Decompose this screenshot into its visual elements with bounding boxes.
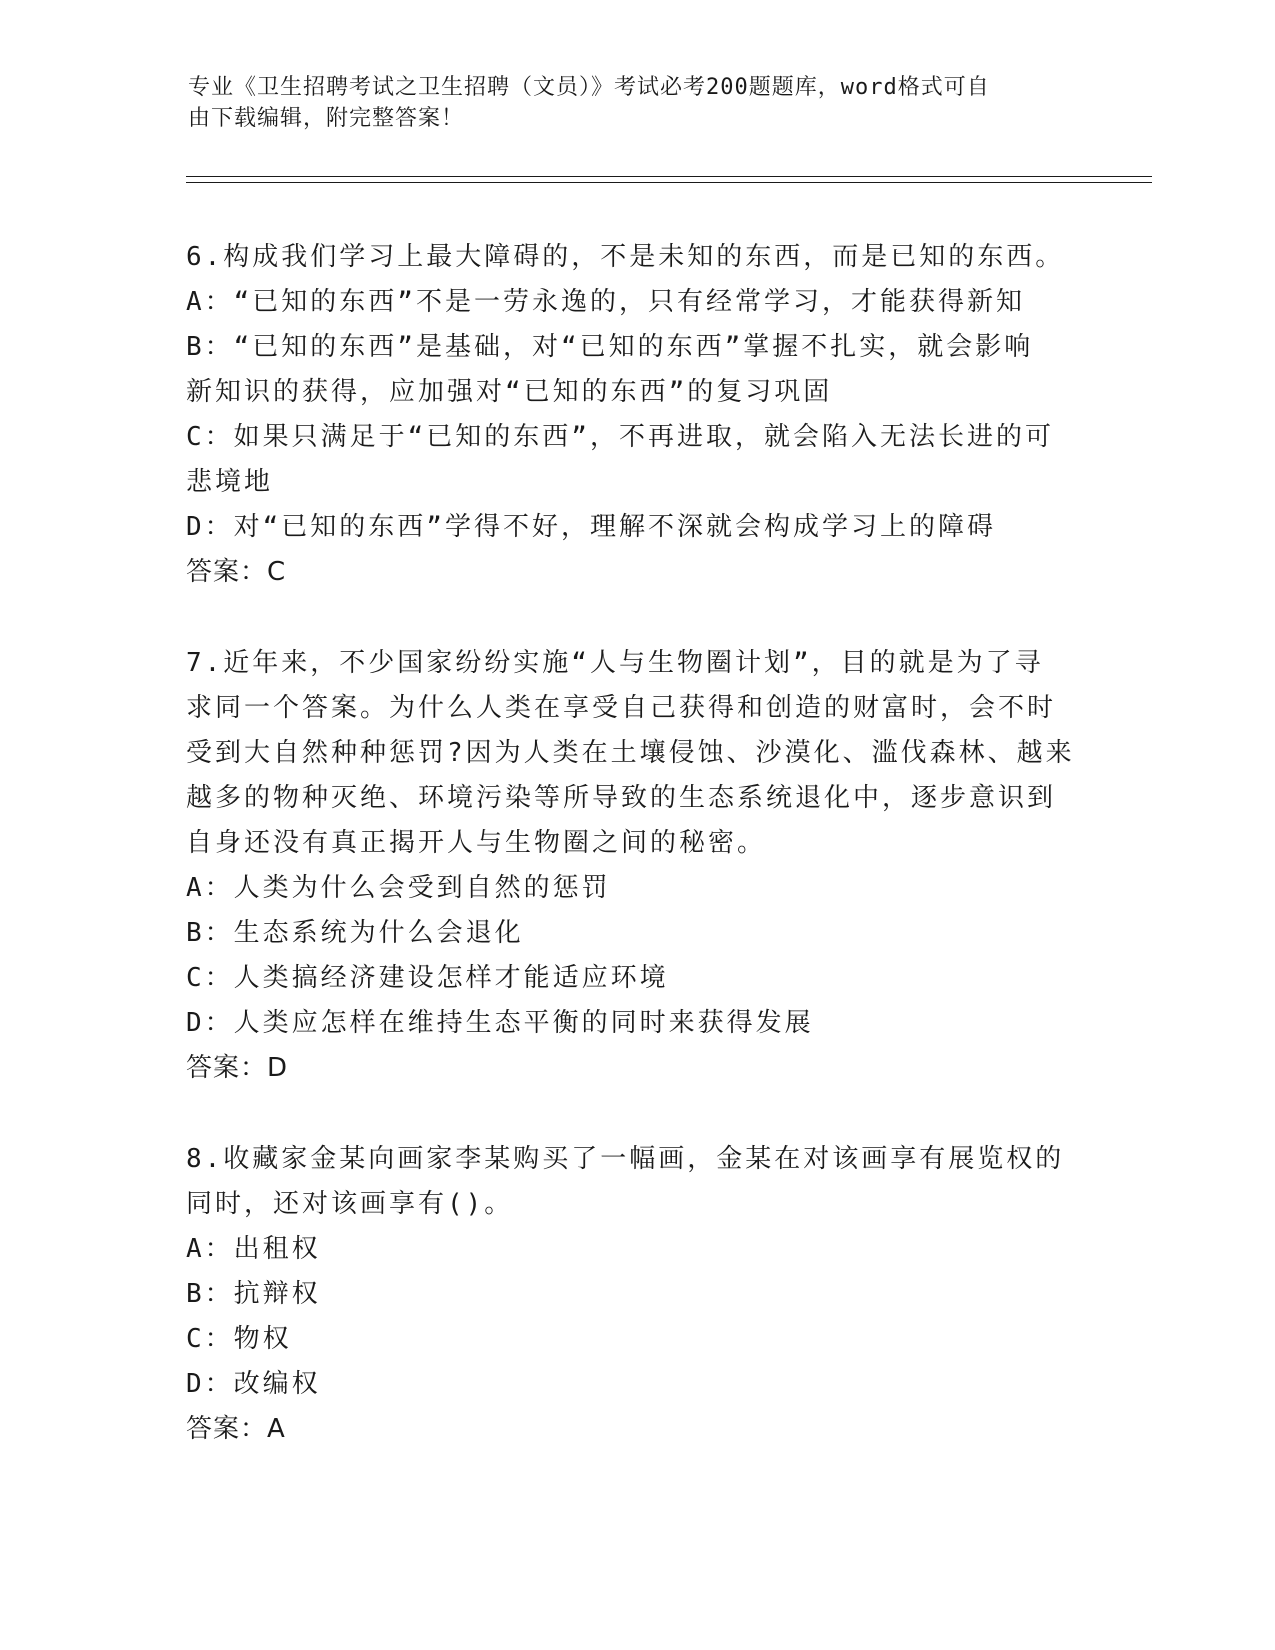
question-6-answer: 答案：C [186,557,287,587]
header-line-1: 专业《卫生招聘考试之卫生招聘（文员）》考试必考200题题库，word格式可自 [188,75,990,100]
question-7-option-d: D：人类应怎样在维持生态平衡的同时来获得发展 [186,1008,814,1038]
question-7-stem-cont-2: 受到大自然种种惩罚?因为人类在土壤侵蚀、沙漠化、滥伐森林、越来 [186,738,1075,768]
question-6-option-b-cont: 新知识的获得，应加强对“已知的东西”的复习巩固 [186,377,833,407]
question-8-option-d: D：改编权 [186,1369,321,1399]
question-8 [186,1137,1086,1452]
question-6-stem: 6.构成我们学习上最大障碍的，不是未知的东西，而是已知的东西。 [186,242,1065,272]
question-8-stem: 8.收藏家金某向画家李某购买了一幅画，金某在对该画享有展览权的 [186,1144,1065,1174]
document-header [188,72,1068,134]
header-divider [186,176,1152,183]
question-7-option-c: C：人类搞经济建设怎样才能适应环境 [186,963,669,993]
question-6-option-d: D：对“已知的东西”学得不好，理解不深就会构成学习上的障碍 [186,512,996,542]
question-7-stem: 7.近年来，不少国家纷纷实施“人与生物圈计划”，目的就是为了寻 [186,648,1044,678]
question-7-stem-cont-4: 自身还没有真正揭开人与生物圈之间的秘密。 [186,828,767,858]
question-8-answer: 答案：A [186,1414,286,1444]
question-7-option-a: A：人类为什么会受到自然的惩罚 [186,873,611,903]
question-7-stem-cont-3: 越多的物种灭绝、环境污染等所导致的生态系统退化中，逐步意识到 [186,783,1057,813]
question-6-option-c-cont: 悲境地 [186,467,274,497]
question-6-option-a: A：“已知的东西”不是一劳永逸的，只有经常学习，才能获得新知 [186,287,1025,317]
question-8-option-c: C：物权 [186,1324,292,1354]
question-6-option-c: C：如果只满足于“已知的东西”，不再进取，就会陷入无法长进的可 [186,422,1054,452]
question-8-stem-cont: 同时，还对该画享有()。 [186,1189,514,1219]
question-7-stem-cont-1: 求同一个答案。为什么人类在享受自己获得和创造的财富时，会不时 [186,693,1057,723]
question-list [186,235,1086,1498]
question-8-option-b: B：抗辩权 [186,1279,321,1309]
question-8-option-a: A：出租权 [186,1234,321,1264]
question-7-option-b: B：生态系统为什么会退化 [186,918,524,948]
question-6-option-b: B：“已知的东西”是基础，对“已知的东西”掌握不扎实，就会影响 [186,332,1034,362]
header-line-2: 由下载编辑，附完整答案！ [188,106,465,131]
question-6 [186,235,1086,595]
question-7-answer: 答案：D [186,1053,289,1083]
question-7 [186,641,1086,1091]
